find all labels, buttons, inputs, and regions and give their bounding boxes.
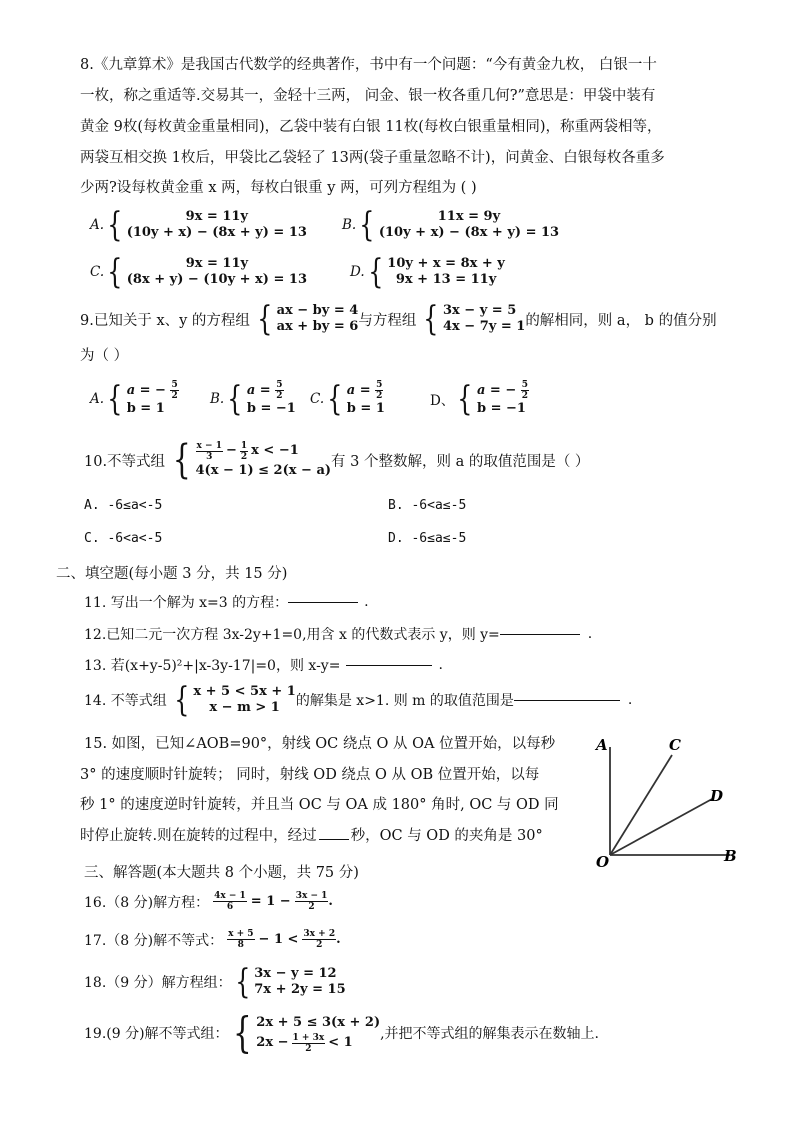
period: . bbox=[587, 626, 593, 642]
eq-row: b = −1 bbox=[246, 401, 296, 416]
eq-row: 9x = 11y bbox=[185, 209, 248, 224]
q15-line4-b: 秒，OC 与 OD 的夹角是 30° bbox=[350, 828, 543, 844]
q15-line2: 3° 的速度顺时针旋转； 同时，射线 OD 绕点 O 从 OB 位置开始，以每 bbox=[80, 767, 540, 783]
ray-oc bbox=[610, 755, 672, 855]
q9-option-a[interactable]: A. { a = − $\frac{5}{2}$ b = 1 bbox=[90, 378, 178, 419]
q8-line3: 黄金 9枚(每枚黄金重量相同)，乙袋中装有白银 11枚(每枚白银重量相同)，称重两袋相等， bbox=[80, 119, 662, 135]
q17 bbox=[84, 929, 341, 950]
eq-row: b = 1 bbox=[346, 401, 385, 416]
q15-line4-a: 时停止旋转.则在旋转的过程中，经过 bbox=[80, 828, 317, 844]
q8-option-a[interactable]: A. { 9x = 11y (10y + x) − (8x + y) = 13 bbox=[90, 205, 307, 245]
q16 bbox=[84, 891, 333, 912]
fraction: $\frac{5}{2}$ bbox=[171, 380, 178, 401]
q14-prefix: 14. 不等式组 bbox=[84, 693, 167, 709]
eq-row: b = −1 bbox=[476, 401, 526, 416]
q9-prefix: 9.已知关于 x、y 的方程组 bbox=[80, 312, 250, 329]
fraction: $\frac{1 + 3x}{2}$ bbox=[292, 1032, 325, 1054]
eq-row: 2x − $\frac{1 + 3x}{2}$ < 1 bbox=[256, 1032, 353, 1054]
fraction: $\frac{5}{2}$ bbox=[521, 380, 529, 401]
eq-row bbox=[127, 380, 179, 401]
eq-row: 4(x − 1) ≤ 2(x − a) bbox=[195, 462, 332, 478]
period: . bbox=[627, 692, 633, 708]
fraction: $\frac{1}{2}$ bbox=[240, 440, 248, 462]
eq-row: ax + by = 6 bbox=[276, 319, 359, 334]
period: . bbox=[336, 932, 341, 947]
q14: 14. 不等式组 { x + 5 < 5x + 1 x − m > 1 的解集是 x>1. 则 m 的取值范围是 . bbox=[84, 680, 633, 720]
q9-option-b[interactable]: B. { a = $\frac{5}{2}$ b = −1 bbox=[210, 378, 296, 419]
equation-mid: = 1 − bbox=[250, 894, 291, 909]
q11-text: 11. 写出一个解为 x=3 的方程： bbox=[84, 595, 289, 611]
eq-row: (10y + x) − (8x + y) = 13 bbox=[378, 225, 560, 240]
fraction: $\frac{3x + 2}{2}$ bbox=[303, 929, 336, 950]
eq-row bbox=[477, 380, 529, 401]
q19-suffix: ,并把不等式组的解集表示在数轴上. bbox=[380, 1026, 600, 1042]
q15-line4 bbox=[80, 821, 543, 852]
q15-line1: 15. 如图，已知∠AOB=90°，射线 OC 绕点 O 从 OA 位置开始，以每秒 bbox=[84, 736, 556, 752]
q19: 19.(9 分)解不等式组： { 2x + 5 ≤ 3(x + 2) 2x − $\frac{1 + 3x}{2}$ < 1 ,并把不等式组的解集表示在数轴上. bbox=[84, 1008, 600, 1057]
eq-row: 3x − y = 5 bbox=[442, 303, 517, 318]
q10-option-c[interactable]: C. -6<a<-5 bbox=[84, 531, 163, 546]
label-b: B bbox=[724, 847, 737, 865]
q8-option-b[interactable]: B. { 11x = 9y (10y + x) − (8x + y) = 13 bbox=[342, 205, 560, 245]
q9-option-c[interactable]: C. { a = $\frac{5}{2}$ b = 1 bbox=[310, 378, 385, 419]
option-label: A. bbox=[90, 217, 105, 233]
option-label: A. bbox=[90, 390, 105, 407]
a-value: a = − bbox=[126, 382, 166, 398]
inequality-mid: − 1 < bbox=[258, 932, 299, 947]
eq-row: (8x + y) − (10y + x) = 13 bbox=[126, 272, 307, 287]
q10-option-a[interactable]: A. -6≤a<-5 bbox=[84, 498, 163, 513]
option-label: C. bbox=[90, 264, 105, 280]
option-label: D、 bbox=[430, 392, 455, 409]
eq-row bbox=[347, 380, 385, 401]
eq-row: 2x + 5 ≤ 3(x + 2) bbox=[256, 1014, 381, 1030]
eq-row: 9x + 13 = 11y bbox=[395, 272, 497, 287]
q15-line3: 秒 1° 的速度逆时针旋转，并且当 OC 与 OA 成 180° 角时, OC 与 OD 同 bbox=[80, 797, 559, 813]
section-solve: 三、解答题(本大题共 8 个小题，共 75 分) bbox=[84, 865, 359, 881]
option-label: B. bbox=[342, 217, 357, 233]
label-d: D bbox=[710, 787, 724, 805]
a-value: a = bbox=[246, 382, 271, 398]
answer-blank[interactable] bbox=[346, 665, 432, 666]
eq-row: 11x = 9y bbox=[437, 209, 501, 224]
q17-prefix: 17.（8 分)解不等式： bbox=[84, 932, 224, 949]
q13-text: 13. 若(x+y-5)²+|x-3y-17|=0，则 x-y= bbox=[84, 658, 341, 674]
label-c: C bbox=[669, 736, 681, 754]
eq-row: $\frac{x - 1}{3}$ − $\frac{1}{2}$ x < −1 bbox=[196, 440, 299, 462]
label-a: A bbox=[596, 736, 608, 754]
option-label: C. bbox=[310, 390, 325, 407]
q8-line4: 两袋互相交换 1枚后，甲袋比乙袋轻了 13两(袋子重量忽略不计)，问黄金、白银每枚各重多 bbox=[80, 150, 665, 166]
option-label: D. bbox=[350, 264, 365, 280]
q12 bbox=[84, 624, 592, 644]
q10-suffix: 有 3 个整数解，则 a 的取值范围是（ ） bbox=[331, 453, 590, 470]
q10-option-b[interactable]: B. -6<a≤-5 bbox=[388, 498, 467, 513]
fraction: $\frac{5}{2}$ bbox=[376, 380, 383, 401]
q9-line1: 9.已知关于 x、y 的方程组 { ax − by = 4 ax + by = 6 与方程组 { 3x − y = 5 4x − 7y = 1 的解相同，则 a， b 的值分别 bbox=[80, 299, 717, 339]
answer-blank[interactable] bbox=[514, 700, 620, 701]
period: . bbox=[328, 894, 333, 909]
eq-row: x + 5 < 5x + 1 bbox=[193, 684, 296, 699]
a-value: a = − bbox=[476, 382, 517, 398]
answer-blank[interactable] bbox=[319, 839, 349, 840]
q14-suffix: 的解集是 x>1. 则 m 的取值范围是 bbox=[295, 693, 514, 709]
q8-option-d[interactable]: D. { 10y + x = 8x + y 9x + 13 = 11y bbox=[350, 252, 505, 292]
section-fill-in: 二、填空题(每小题 3 分，共 15 分) bbox=[56, 566, 288, 582]
q13 bbox=[84, 655, 443, 675]
q16-prefix: 16.（8 分)解方程： bbox=[84, 894, 210, 911]
q11 bbox=[84, 592, 369, 612]
q12-text: 12.已知二元一次方程 3x-2y+1=0,用含 x 的代数式表示 y，则 y= bbox=[84, 627, 500, 643]
eq-row: 9x = 11y bbox=[185, 256, 249, 271]
eq-row: (10y + x) − (8x + y) = 13 bbox=[126, 225, 307, 240]
fraction: $\frac{5}{2}$ bbox=[276, 380, 283, 401]
q9-mid: 与方程组 bbox=[358, 312, 417, 329]
answer-blank[interactable] bbox=[500, 634, 580, 635]
option-label: B. bbox=[210, 390, 225, 407]
eq-row: x − m > 1 bbox=[209, 700, 280, 715]
ray-od bbox=[610, 799, 712, 855]
eq-row: ax − by = 4 bbox=[276, 303, 359, 318]
eq-row bbox=[247, 380, 296, 401]
q10-prefix: 10.不等式组 bbox=[84, 453, 166, 470]
fraction: $\frac{x - 1}{3}$ bbox=[196, 440, 222, 462]
eq-row: 4x − 7y = 1 bbox=[442, 319, 526, 334]
period: . bbox=[364, 594, 369, 610]
fraction: $\frac{4x - 1}{6}$ bbox=[214, 891, 246, 912]
eq-row: 7x + 2y = 15 bbox=[254, 982, 346, 997]
a-value: a = bbox=[346, 382, 371, 398]
period: . bbox=[438, 657, 443, 673]
eq-row: 3x − y = 12 bbox=[254, 966, 337, 981]
eq-row: 10y + x = 8x + y bbox=[387, 256, 505, 271]
q19-prefix: 19.(9 分)解不等式组： bbox=[84, 1026, 229, 1042]
q10-option-d[interactable]: D. -6≤a≤-5 bbox=[388, 531, 467, 546]
fraction: $\frac{3x - 1}{2}$ bbox=[295, 891, 328, 912]
q10-line: 10.不等式组 { $\frac{x - 1}{3}$ − $\frac{1}{2}$ x < −1 4(x − 1) ≤ 2(x − a) 有 3 个整数解，则 a 的取值范围是（ ） bbox=[84, 437, 590, 483]
fraction: $\frac{x + 5}{8}$ bbox=[228, 929, 254, 950]
q8-line5: 少两?设每枚黄金重 x 两，每枚白银重 y 两，可列方程组为 ( ) bbox=[80, 180, 477, 196]
q9-option-d[interactable]: D、 { a = − $\frac{5}{2}$ b = −1 bbox=[430, 378, 529, 419]
label-o: O bbox=[596, 853, 610, 871]
q18: 18.（9 分）解方程组： { 3x − y = 12 7x + 2y = 15 bbox=[84, 962, 346, 1002]
eq-row: b = 1 bbox=[126, 401, 165, 416]
q18-prefix: 18.（9 分）解方程组： bbox=[84, 975, 232, 991]
q8-line2: 一枚，称之重适等.交易其一，金轻十三两， 问金、银一枚各重几何?”意思是：甲袋中装有 bbox=[80, 88, 656, 104]
angle-figure bbox=[592, 733, 742, 873]
q9-suffix: 的解相同，则 a， b 的值分别 bbox=[525, 312, 717, 329]
q8-line1: 8.《九章算术》是我国古代数学的经典著作，书中有一个问题：“今有黄金九枚， 白银一十 bbox=[80, 57, 657, 73]
q8-option-c[interactable]: C. { 9x = 11y (8x + y) − (10y + x) = 13 bbox=[90, 252, 307, 292]
q9-line2: 为（ ） bbox=[80, 348, 129, 364]
answer-blank[interactable] bbox=[288, 602, 358, 603]
